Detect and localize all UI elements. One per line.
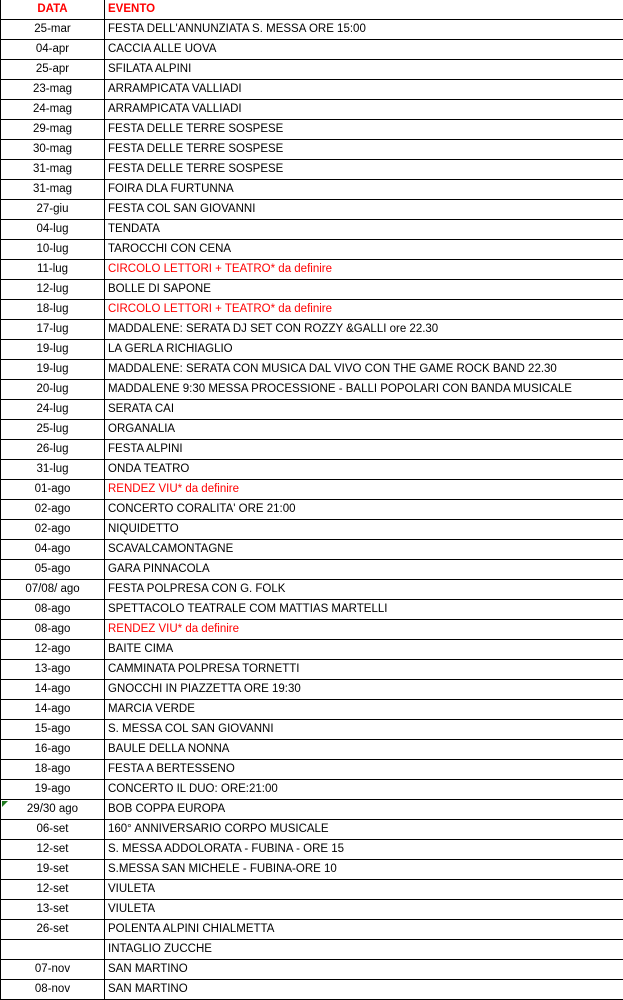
table-row xyxy=(1,280,623,300)
date-text: 29/30 ago xyxy=(26,803,79,815)
date-text: 01-ago xyxy=(34,483,71,495)
date-cell[interactable] xyxy=(1,340,105,360)
date-text: 11-lug xyxy=(36,263,69,275)
date-cell[interactable] xyxy=(1,240,105,260)
event-cell[interactable] xyxy=(105,120,623,140)
event-cell[interactable] xyxy=(105,380,623,400)
event-cell[interactable] xyxy=(105,140,623,160)
date-text: 07/08/ ago xyxy=(25,583,80,595)
event-text: ARRAMPICATA VALLIADI xyxy=(108,83,242,95)
event-cell[interactable] xyxy=(105,300,623,320)
event-cell[interactable] xyxy=(105,460,623,480)
event-cell[interactable] xyxy=(105,340,623,360)
table-row xyxy=(1,360,623,380)
event-text: FOIRA DLA FURTUNNA xyxy=(108,183,234,195)
event-text: 160° ANNIVERSARIO CORPO MUSICALE xyxy=(108,823,329,835)
date-cell[interactable] xyxy=(1,840,105,860)
table-row xyxy=(1,20,623,40)
event-text: FESTA DELL'ANNUNZIATA S. MESSA ORE 15:00 xyxy=(108,23,366,35)
date-cell[interactable] xyxy=(1,800,105,820)
event-text: BOB COPPA EUROPA xyxy=(108,803,226,815)
header-row xyxy=(1,0,623,20)
date-cell[interactable] xyxy=(1,540,105,560)
event-cell[interactable] xyxy=(105,100,623,120)
event-text: FESTA DELLE TERRE SOSPESE xyxy=(108,163,284,175)
event-cell[interactable] xyxy=(105,40,623,60)
table-row xyxy=(1,460,623,480)
event-text: ONDA TEATRO xyxy=(108,463,190,475)
date-text: 26-set xyxy=(36,923,69,935)
date-cell[interactable] xyxy=(1,720,105,740)
date-text: 12-set xyxy=(36,883,69,895)
event-text: RENDEZ VIU* da definire xyxy=(108,623,240,635)
date-text: 12-ago xyxy=(34,643,71,655)
table-row xyxy=(1,600,623,620)
date-text: 25-lug xyxy=(36,423,69,435)
date-text: 14-ago xyxy=(34,683,71,695)
table-row xyxy=(1,80,623,100)
event-text: TAROCCHI CON CENA xyxy=(108,243,232,255)
table-row xyxy=(1,120,623,140)
event-cell[interactable] xyxy=(105,620,623,640)
event-text: BAITE CIMA xyxy=(108,643,174,655)
comment-indicator-icon[interactable] xyxy=(2,801,8,807)
event-text: FESTA DELLE TERRE SOSPESE xyxy=(108,123,284,135)
event-text: MADDALENE 9:30 MESSA PROCESSIONE - BALLI POPOLARI CON BANDA MUSICALE xyxy=(108,383,572,395)
date-cell[interactable] xyxy=(1,520,105,540)
table-row xyxy=(1,720,623,740)
date-cell[interactable] xyxy=(1,480,105,500)
event-cell[interactable] xyxy=(105,540,623,560)
event-cell[interactable] xyxy=(105,500,623,520)
table-row xyxy=(1,520,623,540)
event-cell[interactable] xyxy=(105,280,623,300)
table-row xyxy=(1,300,623,320)
event-text: FESTA ALPINI xyxy=(108,443,183,455)
date-cell[interactable] xyxy=(1,20,105,40)
event-text: BAULE DELLA NONNA xyxy=(108,743,230,755)
date-text: 02-ago xyxy=(34,523,71,535)
event-cell[interactable] xyxy=(105,440,623,460)
event-cell[interactable] xyxy=(105,940,623,960)
date-text: 08-nov xyxy=(34,983,71,995)
date-text: 17-lug xyxy=(36,323,69,335)
table-row xyxy=(1,840,623,860)
event-text: SFILATA ALPINI xyxy=(108,63,192,75)
date-text: 08-ago xyxy=(34,623,71,635)
date-cell[interactable] xyxy=(1,200,105,220)
event-text: FESTA A BERTESSENO xyxy=(108,763,235,775)
date-text: 30-mag xyxy=(33,143,72,155)
event-cell[interactable] xyxy=(105,420,623,440)
date-cell[interactable] xyxy=(1,160,105,180)
table-row xyxy=(1,380,623,400)
date-cell[interactable] xyxy=(1,120,105,140)
date-cell[interactable] xyxy=(1,920,105,940)
events-table-body xyxy=(1,20,623,1000)
table-row xyxy=(1,880,623,900)
date-cell[interactable] xyxy=(1,600,105,620)
event-text: CAMMINATA POLPRESA TORNETTI xyxy=(108,663,300,675)
date-cell[interactable] xyxy=(1,100,105,120)
table-row xyxy=(1,620,623,640)
event-column-header[interactable]: EVENTO xyxy=(105,0,623,20)
table-row xyxy=(1,640,623,660)
date-text: 31-mag xyxy=(33,183,72,195)
event-cell[interactable] xyxy=(105,60,623,80)
event-cell[interactable] xyxy=(105,600,623,620)
date-cell[interactable] xyxy=(1,500,105,520)
table-row xyxy=(1,240,623,260)
date-cell[interactable] xyxy=(1,640,105,660)
date-text: 19-lug xyxy=(36,363,69,375)
date-text: 19-set xyxy=(36,863,69,875)
event-text: MADDALENE: SERATA CON MUSICA DAL VIVO CON THE GAME ROCK BAND 22.30 xyxy=(108,363,557,375)
date-cell[interactable] xyxy=(1,740,105,760)
table-row xyxy=(1,680,623,700)
event-cell[interactable] xyxy=(105,740,623,760)
date-text: 19-lug xyxy=(36,343,69,355)
date-cell[interactable] xyxy=(1,760,105,780)
table-row xyxy=(1,400,623,420)
table-row xyxy=(1,580,623,600)
date-text: 25-mar xyxy=(34,23,71,35)
table-row xyxy=(1,220,623,240)
date-cell[interactable] xyxy=(1,880,105,900)
event-text: NIQUIDETTO xyxy=(108,523,179,535)
date-cell[interactable] xyxy=(1,220,105,240)
event-cell[interactable] xyxy=(105,980,623,1000)
event-text: VIULETA xyxy=(108,883,156,895)
table-row xyxy=(1,560,623,580)
event-text: BOLLE DI SAPONE xyxy=(108,283,211,295)
table-row xyxy=(1,820,623,840)
date-cell[interactable] xyxy=(1,440,105,460)
date-cell[interactable] xyxy=(1,40,105,60)
date-cell[interactable] xyxy=(1,380,105,400)
table-row xyxy=(1,100,623,120)
date-cell[interactable] xyxy=(1,300,105,320)
date-cell[interactable] xyxy=(1,680,105,700)
event-cell[interactable] xyxy=(105,480,623,500)
table-row xyxy=(1,200,623,220)
date-cell[interactable] xyxy=(1,80,105,100)
table-row xyxy=(1,740,623,760)
date-cell[interactable] xyxy=(1,360,105,380)
date-cell[interactable] xyxy=(1,960,105,980)
date-text: 06-set xyxy=(36,823,69,835)
table-row xyxy=(1,60,623,80)
event-cell[interactable] xyxy=(105,720,623,740)
table-row xyxy=(1,140,623,160)
event-text: MARCIA VERDE xyxy=(108,703,195,715)
event-cell[interactable] xyxy=(105,800,623,820)
date-cell[interactable] xyxy=(1,280,105,300)
event-cell[interactable] xyxy=(105,400,623,420)
event-text: RENDEZ VIU* da definire xyxy=(108,483,240,495)
table-row xyxy=(1,440,623,460)
table-row xyxy=(1,920,623,940)
event-text: CIRCOLO LETTORI + TEATRO* da definire xyxy=(108,263,333,275)
event-cell[interactable] xyxy=(105,860,623,880)
date-text: 18-lug xyxy=(36,303,69,315)
event-cell[interactable] xyxy=(105,320,623,340)
table-row xyxy=(1,780,623,800)
event-text: SAN MARTINO xyxy=(108,983,188,995)
date-text: 27-giu xyxy=(36,203,69,215)
table-row xyxy=(1,180,623,200)
table-row xyxy=(1,700,623,720)
event-cell[interactable] xyxy=(105,700,623,720)
event-text: CONCERTO CORALITA' ORE 21:00 xyxy=(108,503,296,515)
event-cell[interactable] xyxy=(105,680,623,700)
date-cell[interactable] xyxy=(1,580,105,600)
table-row xyxy=(1,940,623,960)
event-text: FESTA DELLE TERRE SOSPESE xyxy=(108,143,284,155)
event-cell[interactable] xyxy=(105,760,623,780)
event-text: GARA PINNACOLA xyxy=(108,563,210,575)
table-row xyxy=(1,980,623,1000)
event-cell[interactable] xyxy=(105,660,623,680)
date-cell[interactable] xyxy=(1,700,105,720)
table-row xyxy=(1,260,623,280)
date-text: 29-mag xyxy=(33,123,72,135)
event-cell[interactable] xyxy=(105,960,623,980)
event-cell[interactable] xyxy=(105,580,623,600)
table-row xyxy=(1,800,623,820)
event-cell[interactable] xyxy=(105,820,623,840)
date-text: 12-set xyxy=(36,843,69,855)
date-text: 24-lug xyxy=(36,403,69,415)
event-cell[interactable] xyxy=(105,360,623,380)
table-row xyxy=(1,540,623,560)
date-text: 07-nov xyxy=(34,963,71,975)
date-text: 10-lug xyxy=(36,243,69,255)
event-cell[interactable] xyxy=(105,780,623,800)
event-cell[interactable] xyxy=(105,260,623,280)
event-text: ARRAMPICATA VALLIADI xyxy=(108,103,242,115)
date-text: 05-ago xyxy=(34,563,71,575)
table-row xyxy=(1,420,623,440)
date-text: 19-ago xyxy=(34,783,71,795)
event-text: CIRCOLO LETTORI + TEATRO* da definire xyxy=(108,303,333,315)
event-cell[interactable] xyxy=(105,560,623,580)
date-text: 02-ago xyxy=(34,503,71,515)
table-row xyxy=(1,500,623,520)
date-text: 12-lug xyxy=(36,283,69,295)
date-cell[interactable] xyxy=(1,320,105,340)
date-text: 04-lug xyxy=(36,223,69,235)
date-text: 16-ago xyxy=(34,743,71,755)
event-cell[interactable] xyxy=(105,80,623,100)
event-cell[interactable] xyxy=(105,880,623,900)
event-cell[interactable] xyxy=(105,840,623,860)
event-text: VIULETA xyxy=(108,903,156,915)
date-cell[interactable] xyxy=(1,60,105,80)
date-cell[interactable] xyxy=(1,860,105,880)
date-cell[interactable] xyxy=(1,980,105,1000)
event-text: SAN MARTINO xyxy=(108,963,188,975)
date-text: 13-ago xyxy=(34,663,71,675)
event-cell[interactable] xyxy=(105,160,623,180)
table-row xyxy=(1,900,623,920)
date-text: 15-ago xyxy=(34,723,71,735)
event-cell[interactable] xyxy=(105,200,623,220)
event-text: LA GERLA RICHIAGLIO xyxy=(108,343,233,355)
date-cell[interactable] xyxy=(1,140,105,160)
date-cell[interactable] xyxy=(1,560,105,580)
event-text: SPETTACOLO TEATRALE COM MATTIAS MARTELLI xyxy=(108,603,388,615)
date-cell[interactable] xyxy=(1,260,105,280)
event-cell[interactable] xyxy=(105,900,623,920)
date-text: 18-ago xyxy=(34,763,71,775)
date-text: 23-mag xyxy=(33,83,72,95)
event-text: SERATA CAI xyxy=(108,403,175,415)
event-text: FESTA POLPRESA CON G. FOLK xyxy=(108,583,286,595)
event-cell[interactable] xyxy=(105,920,623,940)
table-row xyxy=(1,320,623,340)
event-cell[interactable] xyxy=(105,240,623,260)
date-cell[interactable] xyxy=(1,660,105,680)
date-text: 04-apr xyxy=(35,43,70,55)
event-cell[interactable] xyxy=(105,20,623,40)
event-text: S. MESSA COL SAN GIOVANNI xyxy=(108,723,274,735)
event-cell[interactable] xyxy=(105,520,623,540)
date-cell[interactable] xyxy=(1,620,105,640)
event-text: GNOCCHI IN PIAZZETTA ORE 19:30 xyxy=(108,683,301,695)
event-text: INTAGLIO ZUCCHE xyxy=(108,943,212,955)
event-text: S.MESSA SAN MICHELE - FUBINA-ORE 10 xyxy=(108,863,337,875)
event-text: CACCIA ALLE UOVA xyxy=(108,43,217,55)
date-text: 14-ago xyxy=(34,703,71,715)
event-text: FESTA COL SAN GIOVANNI xyxy=(108,203,256,215)
event-text: ORGANALIA xyxy=(108,423,176,435)
event-cell[interactable] xyxy=(105,180,623,200)
date-cell[interactable] xyxy=(1,460,105,480)
date-cell[interactable] xyxy=(1,420,105,440)
date-text: 20-lug xyxy=(36,383,69,395)
table-row xyxy=(1,160,623,180)
event-text: TENDATA xyxy=(108,223,160,235)
event-text: S. MESSA ADDOLORATA - FUBINA - ORE 15 xyxy=(108,843,345,855)
date-text: 24-mag xyxy=(33,103,72,115)
date-cell[interactable] xyxy=(1,900,105,920)
date-text: 31-mag xyxy=(33,163,72,175)
event-text: MADDALENE: SERATA DJ SET CON ROZZY &GALLI ore 22.30 xyxy=(108,323,439,335)
date-text: 26-lug xyxy=(36,443,69,455)
date-text: 08-ago xyxy=(34,603,71,615)
date-text: 31-lug xyxy=(36,463,69,475)
event-cell[interactable] xyxy=(105,220,623,240)
table-row xyxy=(1,340,623,360)
date-text: 25-apr xyxy=(35,63,70,75)
table-row xyxy=(1,40,623,60)
event-text: SCAVALCAMONTAGNE xyxy=(108,543,234,555)
event-text: POLENTA ALPINI CHIALMETTA xyxy=(108,923,275,935)
date-cell[interactable] xyxy=(1,780,105,800)
table-row xyxy=(1,960,623,980)
table-row xyxy=(1,480,623,500)
date-cell[interactable] xyxy=(1,400,105,420)
table-row xyxy=(1,660,623,680)
date-cell[interactable] xyxy=(1,180,105,200)
date-cell[interactable] xyxy=(1,940,105,960)
table-row xyxy=(1,860,623,880)
table-row xyxy=(1,760,623,780)
date-column-header[interactable]: DATA xyxy=(1,0,105,20)
date-text: 04-ago xyxy=(34,543,71,555)
event-text: CONCERTO IL DUO: ORE:21:00 xyxy=(108,783,278,795)
date-text: 13-set xyxy=(36,903,69,915)
date-cell[interactable] xyxy=(1,820,105,840)
event-cell[interactable] xyxy=(105,640,623,660)
